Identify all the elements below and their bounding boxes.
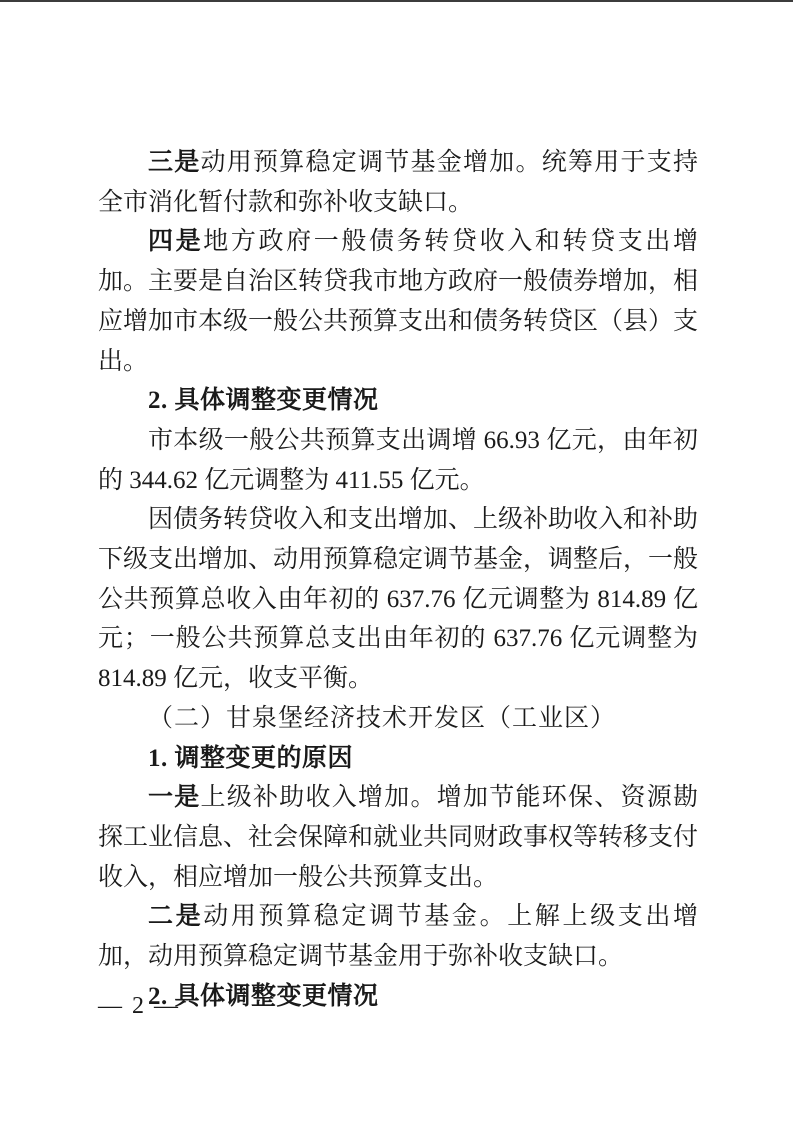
paragraph-lead: 一是 (148, 784, 201, 812)
heading-specific-adjustments-2: 2. 具体调整变更情况 (148, 982, 379, 1010)
scan-edge-artifact (0, 0, 793, 2)
para-reason-one (98, 778, 698, 897)
paragraph-lead: 四是 (148, 228, 204, 256)
paragraph-text: 动用预算稳定调节基金。上解上级支出增加，动用预算稳定调节基金用于弥补收支缺口。 (98, 903, 698, 971)
para-reason-four (98, 222, 698, 381)
page-number: — 2 — (98, 993, 180, 1019)
paragraph-lead: 二是 (148, 903, 204, 931)
paragraph-text: 地方政府一般债务转贷收入和转贷支出增加。主要是自治区转贷我市地方政府一般债券增加，相应增加市本级一般公共预算支出和债务转贷区（县）支出。 (98, 228, 699, 375)
heading-section-ganquanpu: （二）甘泉堡经济技术开发区（工业区） (148, 704, 617, 732)
para-budget-expenditure: 市本级一般公共预算支出调增 66.93 亿元，由年初的 344.62 亿元调整为 411.55 亿元。 (98, 426, 698, 494)
paragraph-text: 上级补助收入增加。增加节能环保、资源勘探工业信息、社会保障和就业共同财政事权等转移支付收入，相应增加一般公共预算支出。 (98, 784, 699, 891)
para-budget-totals: 因债务转贷收入和支出增加、上级补助收入和补助下级支出增加、动用预算稳定调节基金，调整后，一般公共预算总收入由年初的 637.76 亿元调整为 814.89 亿元；一般公共预算总支出由年初的 637.76 亿元调整为 814.89 亿元，收支平衡。 (98, 506, 699, 693)
paragraph-text: 动用预算稳定调节基金增加。统筹用于支持全市消化暂付款和弥补收支缺口。 (98, 149, 698, 216)
heading-adjustment-reasons: 1. 调整变更的原因 (148, 744, 354, 772)
para-reason-two (98, 897, 698, 976)
para-reason-three (98, 143, 698, 222)
document-body (98, 143, 698, 1016)
paragraph-lead: 三是 (148, 149, 201, 176)
heading-specific-adjustments: 2. 具体调整变更情况 (148, 387, 379, 415)
